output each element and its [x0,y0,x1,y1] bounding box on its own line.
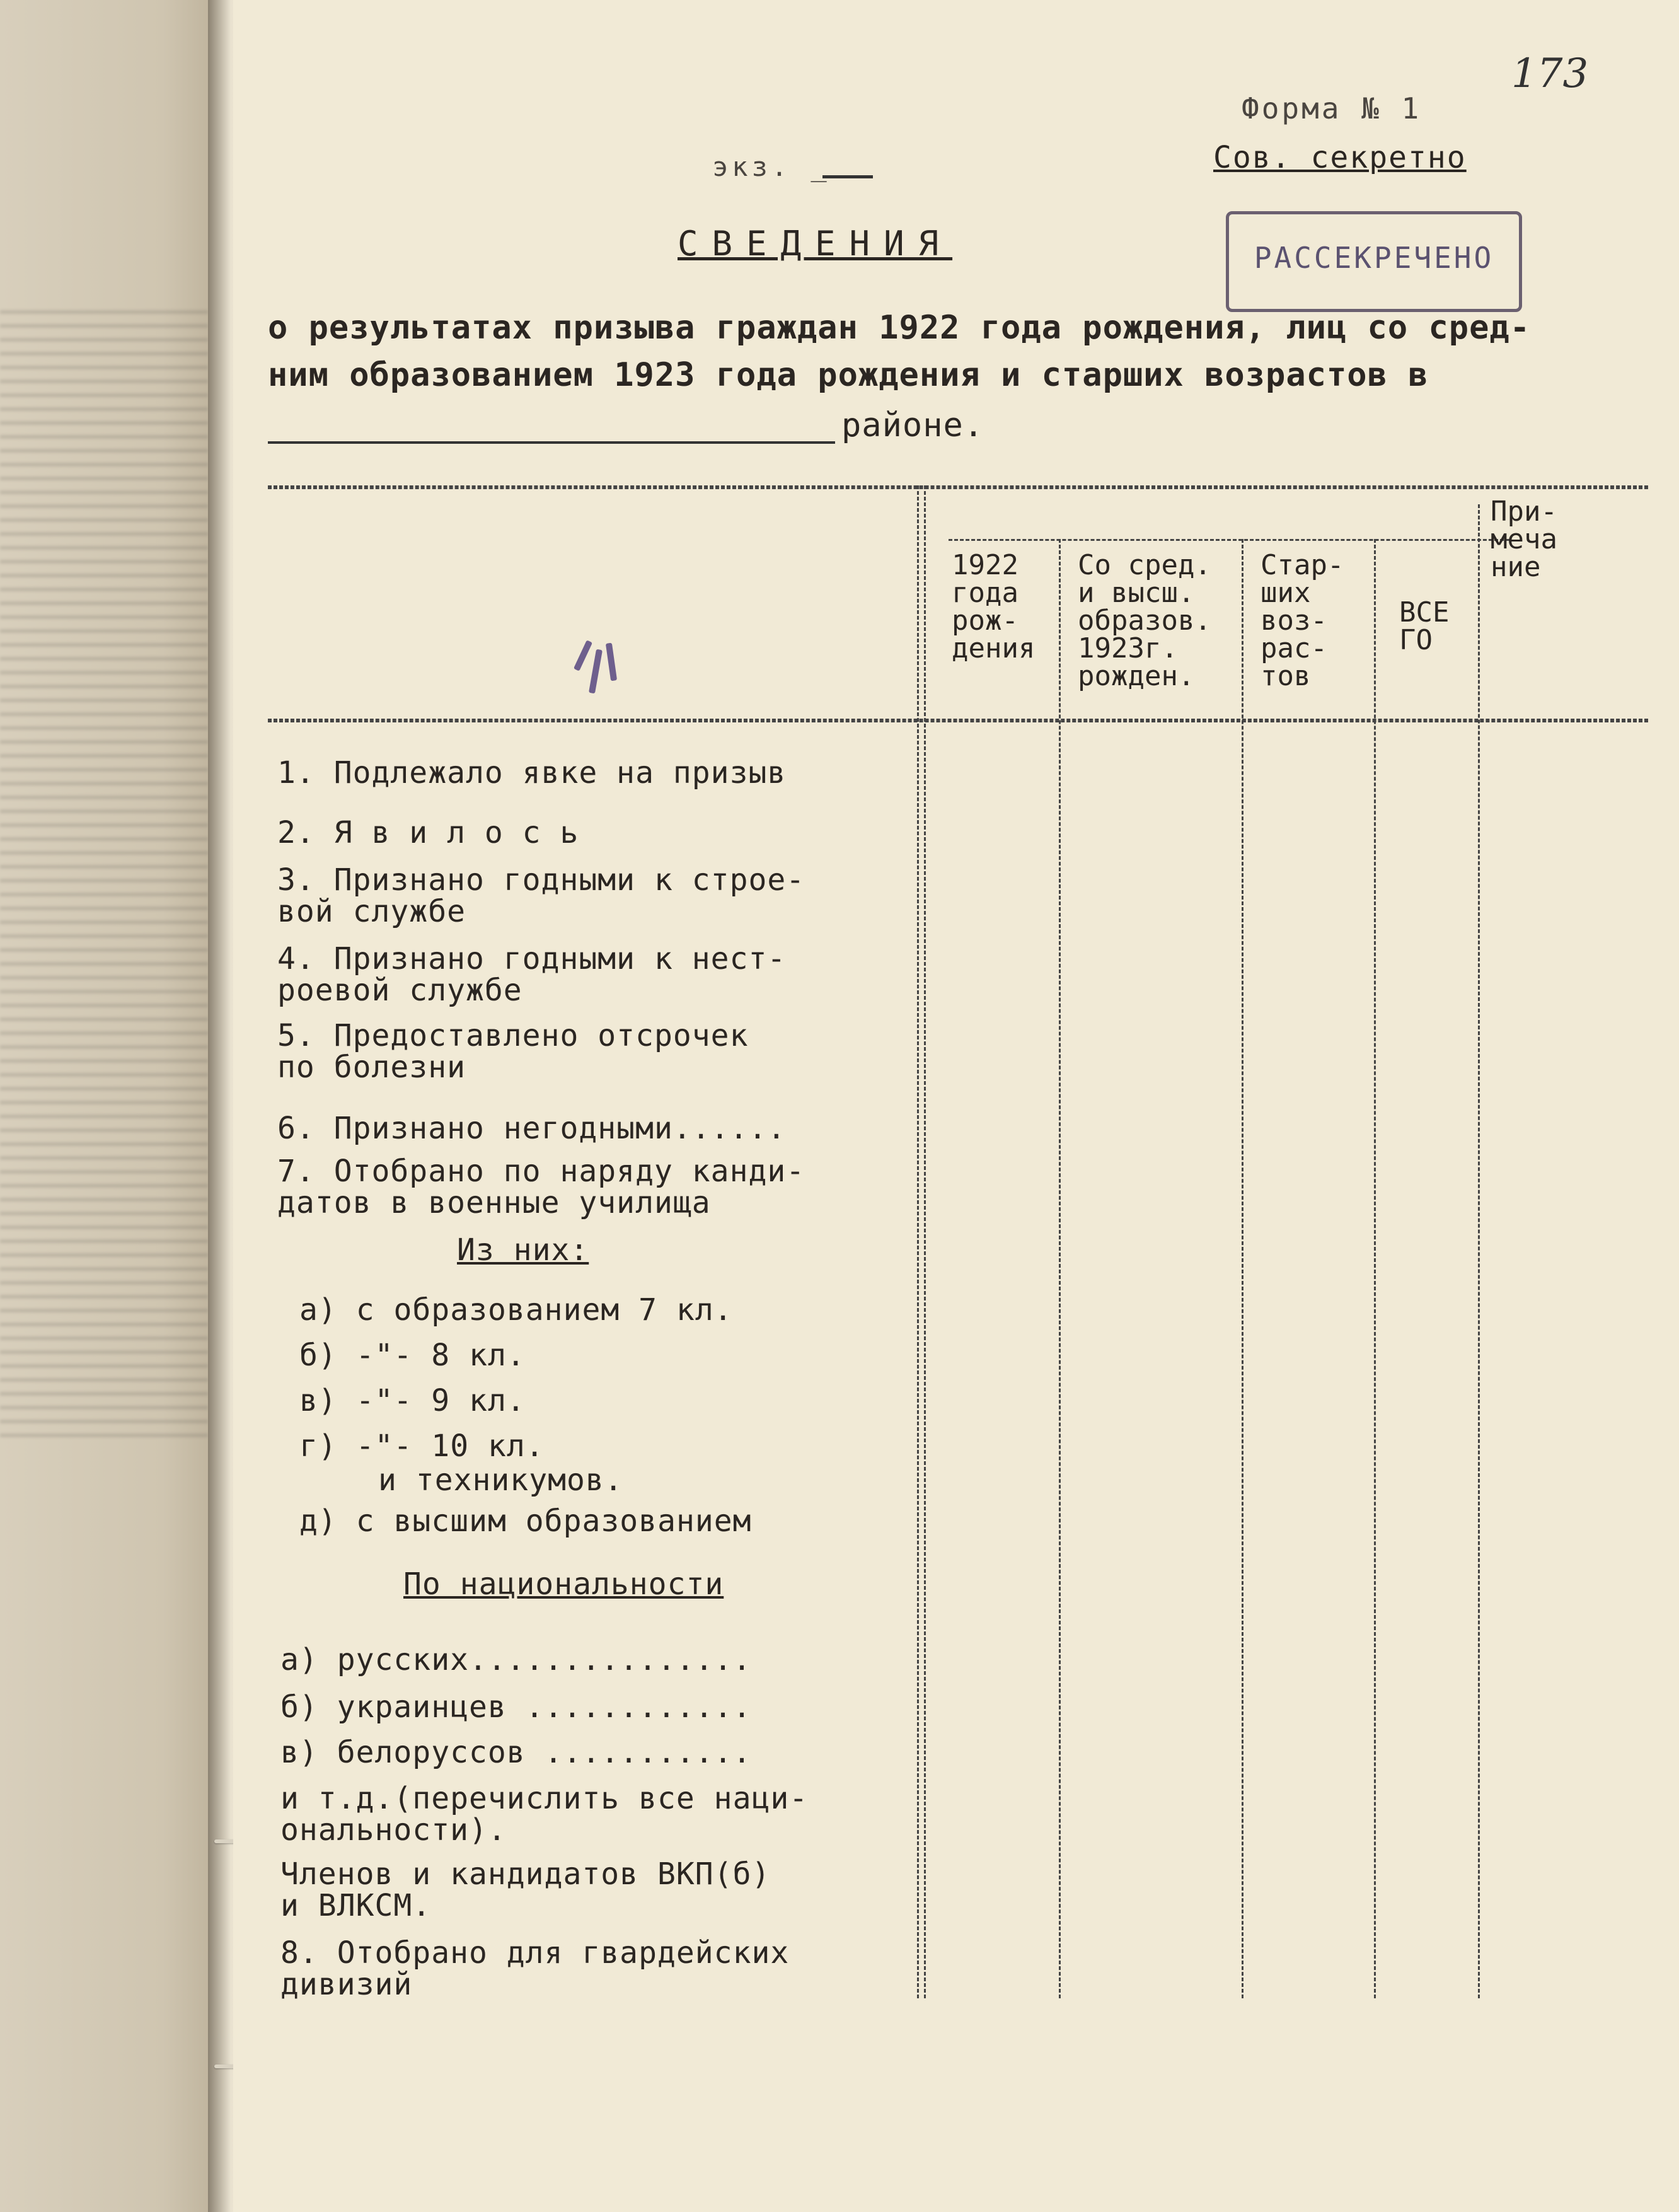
left-facing-page [0,0,233,2212]
secrecy-mark: Сов. секретно [1213,140,1467,175]
subheading-of-them: Из них: [457,1232,589,1268]
row-nat-etc: и т.д.(перечислить все наци- [280,1781,809,1816]
row-8: 8. Отобрано для гвардейских [280,1935,790,1971]
row-7e: д) с высшим образованием [299,1503,752,1539]
row-6: 6. Признано негодными...... [277,1111,787,1146]
pen-mark [589,649,603,694]
column-header-1922: 1922 года рож- дения [952,549,1036,664]
subtitle-line-1: о результатах призыва граждан 1922 года рождения, лиц со сред- [268,309,1531,347]
folio-number: 173 [1511,50,1589,97]
table-divider [917,485,926,1998]
row-8-cont: дивизий [280,1967,413,2002]
bleed-through-text [0,303,208,1437]
column-header-secondary-1923: Со сред. и высш. образов. 1923г. рожден. [1078,549,1211,692]
row-7d: г) -"- 10 кл. [299,1428,545,1464]
pen-mark [606,643,617,681]
copy-underline [822,175,873,178]
row-3: 3. Признано годными к строе- [277,862,805,898]
row-4: 4. Признано годными к нест- [277,941,787,976]
subtitle-line-2: ним образованием 1923 года рождения и старших возрастов в [268,356,1429,394]
column-divider [1478,504,1480,1998]
row-7-cont: датов в военные училища [277,1185,711,1220]
document-page [233,0,1679,2212]
column-divider [1242,539,1243,1998]
row-3-cont: вой службе [277,894,466,929]
stamp-text: РАССЕКРЕЧЕНО [1254,241,1494,275]
row-7c: в) -"- 9 кл. [299,1383,526,1418]
column-header-older: Стар- ших воз- рас- тов [1261,549,1344,692]
table-header-rule [268,719,1648,722]
pen-mark [574,640,592,671]
copy-number: экз. _ [712,151,831,182]
form-number: Форма № 1 [1242,91,1422,125]
row-7b: б) -"- 8 кл. [299,1338,526,1373]
column-divider [1059,539,1061,1998]
row-party-members: Членов и кандидатов ВКП(б) [280,1856,771,1892]
declassified-stamp [1226,211,1522,312]
row-nat-b: б) украинцев ............ [280,1689,752,1725]
column-header-total: ВСЕ ГО [1399,596,1450,656]
row-party-members-cont: и ВЛКСМ. [280,1888,432,1923]
column-header-notes: При- меча ние [1491,495,1557,583]
row-5-cont: по болезни [277,1050,466,1085]
column-divider [1374,539,1376,1998]
row-7d-cont: и техникумов. [378,1462,623,1498]
subtitle-line-3: районе. [841,407,984,444]
row-7: 7. Отобрано по наряду канди- [277,1154,805,1189]
row-5: 5. Предоставлено отсрочек [277,1018,749,1053]
district-blank-line [268,441,835,444]
row-nat-c: в) белоруссов ........... [280,1735,752,1770]
subheading-nationality: По национальности [403,1566,724,1602]
row-7a: а) с образованием 7 кл. [299,1292,733,1328]
row-4-cont: роевой службе [277,973,522,1008]
row-2: 2. Я в и л о с ь [277,815,579,850]
table-top-rule [268,485,1648,489]
document-heading: СВЕДЕНИЯ [678,224,953,263]
row-nat-etc-cont: ональности). [280,1812,507,1848]
column-group-rule [949,539,1509,541]
row-nat-a: а) русских............... [280,1642,752,1677]
row-1: 1. Подлежало явке на призыв [277,755,787,790]
